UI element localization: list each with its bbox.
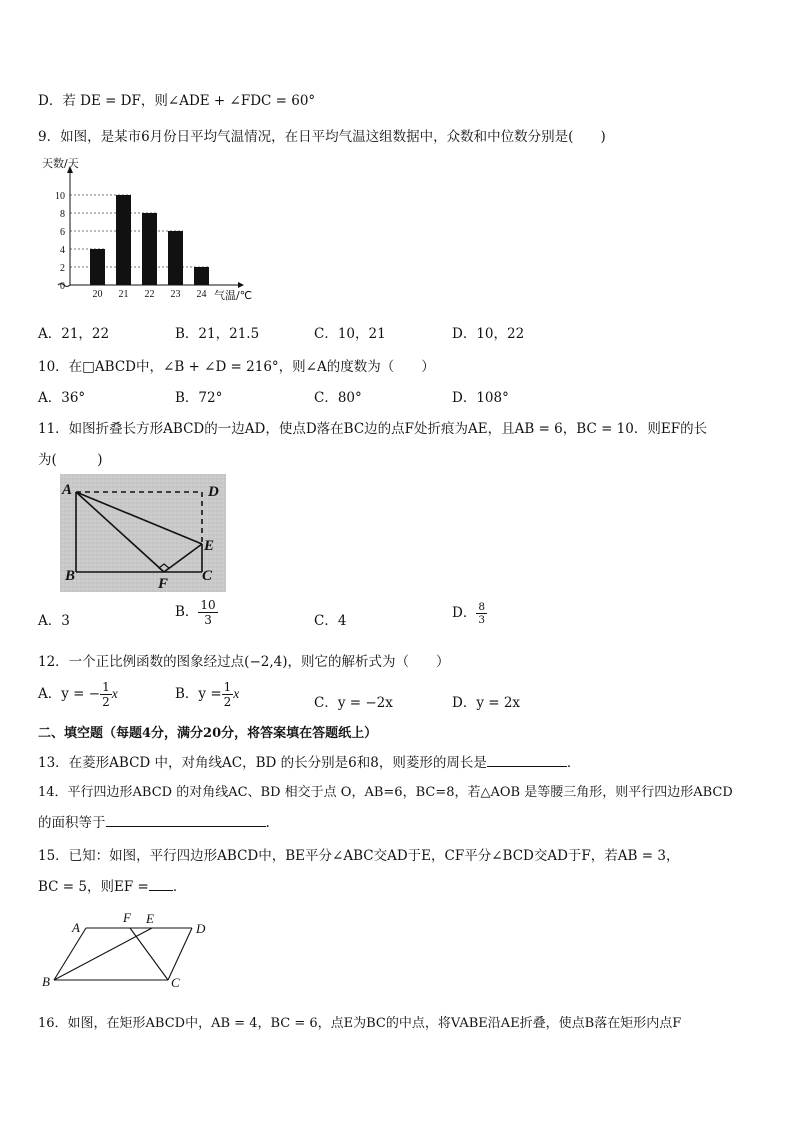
bar-20 [90,249,105,285]
q15-label-b: B [42,974,50,989]
q14-line1: 14．平行四边形ABCD 的对角线AC、BD 相交于点 O，AB=6，BC=8，若△AOB 是等腰三角形，则平行四边形ABCD [38,785,733,800]
q11-option-a: A．3 [38,613,70,629]
y-axis-label: 天数/天 [42,157,79,170]
q11-stem-line1: 11．如图折叠长方形ABCD的一边AD，使点D落在BC边的点F处折痕为AE，且AB = 6，BC = 10．则EF的长 [38,421,708,437]
q12-option-c: C．y = −2x [314,695,393,711]
q11-label-e: E [204,538,215,554]
q12-stem: 12．一个正比例函数的图象经过点(−2,4)，则它的解析式为（ ） [38,654,450,670]
q9-option-d: D．10，22 [452,326,525,342]
q15-label-c: C [171,975,180,990]
q15-label-e: E [146,911,154,926]
q10-option-a: A．36° [38,390,86,406]
q11-fold-figure [60,474,226,592]
q11-stem-line2: 为( ) [38,452,103,468]
q15-label-f: F [123,910,131,925]
q9-option-a: A．21，22 [38,326,110,342]
q12-option-d: D．y = 2x [452,695,521,711]
y-tick-label: 0 [60,281,65,292]
bar-21 [116,195,131,285]
q16-line1: 16．如图，在矩形ABCD中，AB = 4，BC = 6，点E为BC的中点，将VABE沿AE折叠，使点B落在矩形内点F [38,1016,682,1031]
x-tick-label: 21 [118,289,129,300]
y-tick-label: 4 [60,245,65,256]
q9-bar-chart [38,155,270,303]
bar-24 [194,267,209,285]
q11-option-d: D． $\frac{8}{3}$ [452,600,486,626]
q11-label-d: D [208,484,219,500]
q11-label-b: B [65,568,76,584]
q12-option-a: A．y = − $\frac{1}{2}$ x [38,680,118,709]
q12-option-b: B．y = $\frac{1}{2}$ x [175,680,240,709]
q14-line2: 的面积等于 . [38,815,270,831]
q10-option-b: B．72° [175,390,223,406]
q9-option-b: B．21，21.5 [175,326,260,342]
bar-23 [168,231,183,285]
x-tick-label: 20 [92,289,103,300]
q13-stem: 13．在菱形ABCD 中，对角线AC，BD 的长分别是6和8，则菱形的周长是 ． [38,755,581,771]
q9-option-c: C．10，21 [314,326,386,342]
y-tick-label: 8 [60,209,65,220]
q13-answer-blank[interactable] [487,754,567,767]
q11-label-a: A [62,482,73,498]
q15-label-d: D [196,921,206,936]
x-tick-label: 24 [196,289,207,300]
bar-22 [142,213,157,285]
q11-option-b: B． $\frac{10}{3}$ [175,598,216,627]
section-fill-in-heading: 二、填空题（每题4分，满分20分，将答案填在答题纸上） [38,726,378,741]
q14-answer-blank[interactable] [106,814,266,827]
q10-option-d: D．108° [452,390,509,406]
q15-label-a: A [72,920,80,935]
y-tick-label: 6 [60,227,65,238]
q15-parallelogram-figure [38,908,218,990]
q15-line2: BC = 5，则EF = ． [38,879,187,895]
q10-stem: 10．在□ABCD中，∠B + ∠D = 216°，则∠A的度数为（ ） [38,359,435,375]
q10-option-c: C．80° [314,390,362,406]
y-tick-label: 10 [55,191,65,202]
q8-option-d: D．若 DE = DF，则∠ADE + ∠FDC = 60° [38,93,316,109]
x-tick-label: 22 [144,289,155,300]
x-axis-label: 气温/℃ [214,289,253,302]
q9-stem: 9．如图，是某市6月份日平均气温情况，在日平均气温这组数据中，众数和中位数分别是( ) [38,129,606,145]
q15-line1: 15．已知：如图，平行四边形ABCD中，BE平分∠ABC交AD于E，CF平分∠BCD交AD于F，若AB = 3， [38,848,680,864]
q11-label-c: C [202,568,213,584]
x-tick-label: 23 [170,289,181,300]
y-tick-label: 2 [60,263,65,274]
q11-option-c: C．4 [314,613,347,629]
x-axis-arrow [238,282,244,288]
q11-label-f: F [158,576,169,592]
q15-answer-blank[interactable] [149,878,173,891]
